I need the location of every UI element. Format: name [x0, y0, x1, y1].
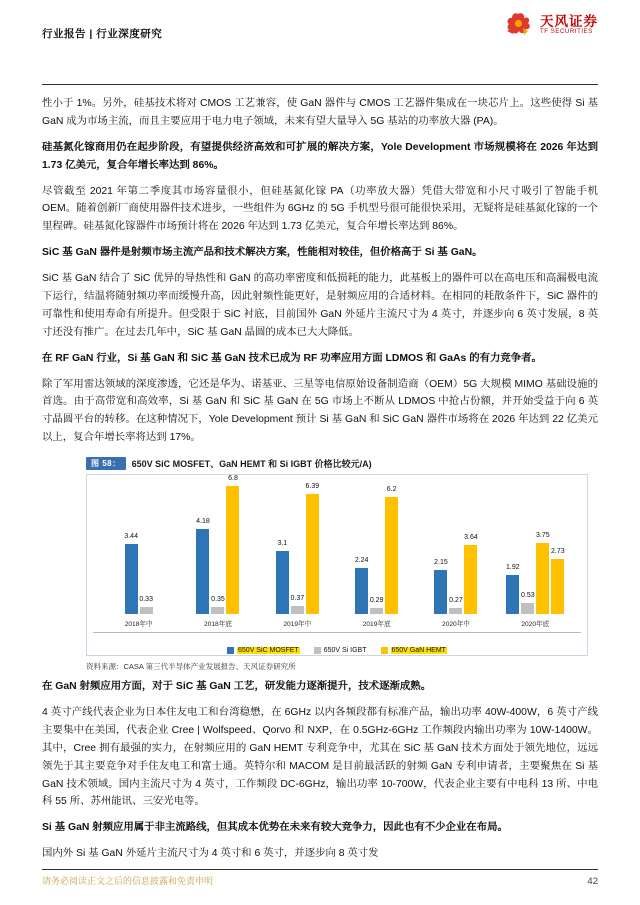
bar-value: 3.1: [277, 540, 288, 548]
flower-logo-icon: [504, 12, 534, 38]
x-tick-label: 2019年底: [362, 621, 391, 629]
bar-value: 6.8: [228, 475, 238, 483]
bar-value: 0.27: [449, 597, 463, 605]
paragraph: 国内外 Si 基 GaN 外延片主流尺寸为 4 英寸和 6 英寸，并逐步向 8 英寸发: [42, 848, 379, 860]
paragraph: 在 GaN 射频应用方面，对于 SiC 基 GaN 工艺，研发能力逐渐提升，技术逐渐成熟。: [42, 681, 432, 693]
bar-igbt: [290, 595, 305, 614]
bar-value: 4.18: [196, 518, 210, 526]
legend-swatch-icon: [314, 647, 321, 654]
bar-value: 0.37: [290, 595, 305, 603]
x-tick-label: 2018年底: [204, 621, 232, 629]
bar-value: 3.44: [124, 533, 138, 541]
legend-swatch-icon: [227, 647, 234, 654]
bar-value: 2.15: [434, 559, 448, 567]
legend-label: 650V GaN HEMT: [391, 647, 446, 655]
paragraph: 在 RF GaN 行业，Si 基 GaN 和 SiC 基 GaN 技术已成为 RF 功率应用方面 LDMOS 和 GaAs 的有力竞争者。: [42, 352, 542, 364]
bar-value: 6.2: [386, 486, 397, 494]
bar-group: [337, 483, 416, 629]
brand-name-cn: 天风证券: [540, 13, 598, 29]
page-number: 42: [587, 876, 598, 887]
chart-legend: [93, 647, 581, 654]
paragraph: 4 英寸产线代表企业为日本住友电工和台湾稳懋，在 6GHz 以内各频段都有标准产品，输出功率 40W-400W，6 英寸产线主要集中在美国，代表企业 Cree | Wolfspeed、Qorvo 和 NXP，在 0.5GHz-6GHz 工作频段内输出功率为 10W-1400W。其中，Cree 拥有最强的实力，在射频应用的 GaN HEMT 专利竞争中，尤其在 SiC 基 GaN 技术方面处于领先地位，远远领先于其主要竞争对手住友电工和富士通。英特尔和 MACOM 是目前最活跃的射频 GaN 专利申请者，主要聚焦在 Si 基 GaN 技术领域。国内主流尺寸为 4 英寸，工作频段 DC-6GHz，输出功率 10-700W，代表企业主要有中电科 13 所、中电科 55 所、苏州能讯、三安光电等。: [42, 707, 598, 808]
bar-hemt-secondary: [550, 548, 565, 614]
bar-group: [178, 475, 257, 629]
bar-group: [416, 483, 495, 629]
footer-divider: [42, 869, 598, 870]
bar-mosfet: [196, 518, 210, 614]
chart-plot-area: [93, 475, 581, 633]
bar-mosfet: [276, 540, 289, 614]
paragraph: SiC 基 GaN 器件是射频市场主流产品和技术解决方案，性能相对较佳，但价格高于 Si 基 GaN。: [42, 247, 483, 259]
legend-item-mosfet: [227, 647, 300, 654]
page-header: [42, 0, 598, 82]
paragraph: 硅基氮化镓商用仍在起步阶段，有望提供经济高效和可扩展的解决方案，Yole Development 市场规模将在 2026 年达到 1.73 亿美元，复合年增长率达到 86%。: [42, 141, 598, 171]
bar-value: 6.39: [305, 483, 320, 491]
bar-chart: [86, 474, 588, 656]
bar-value: 2.24: [354, 557, 369, 565]
x-tick-label: 2018年中: [124, 621, 153, 629]
legend-swatch-icon: [381, 647, 388, 654]
bar-group: [99, 483, 178, 629]
paragraph: 性小于 1%。另外，硅基技术将对 CMOS 工艺兼容，使 GaN 器件与 CMOS 工艺器件集成在一块芯片上。这些使得 Si 基 GaN 成为市场主流，而且主要应用于电力电子领域，未来有望大量导入 5G 基站的功率放大器 (PA)。: [42, 98, 598, 127]
bar-mosfet: [505, 564, 520, 614]
brand-block: [504, 12, 598, 38]
bar-igbt: [369, 597, 384, 614]
paragraph: SiC 基 GaN 结合了 SiC 优异的导热性和 GaN 的高功率密度和低损耗的能力，此基板上的器件可以在高电压和高漏极电流下运行，结温将随射频功率而缓慢升高，因此射频性能更好，是射频应用的合适材料。在相同的耗散条件下，SiC 器件的可靠性和使用寿命有所提升。但受限于 SiC 衬底，目前国外 GaN 外延片主流尺寸为 4 英寸，并逐步向 6 英寸发展，8 英寸还没有推广。在过去几年中，SiC 基 GaN 晶圆的成本已大大降低。: [42, 273, 598, 338]
bar-hemt: [464, 534, 478, 614]
bar-hemt: [535, 532, 550, 614]
bar-value: 3.64: [464, 534, 478, 542]
page-content: [42, 85, 598, 863]
bar-igbt: [449, 597, 463, 614]
bar-mosfet: [434, 559, 448, 614]
bar-value: 1.92: [505, 564, 520, 572]
x-tick-label: 2020年底: [521, 621, 550, 629]
brand-name-en: TF SECURITIES: [540, 28, 593, 35]
legend-label: 650V Si IGBT: [323, 647, 367, 655]
bar-value: 0.33: [139, 596, 153, 604]
bar-group: [496, 483, 575, 629]
paragraph: 尽管截至 2021 年第二季度其市场容量很小，但硅基氮化镓 PA（功率放大器）凭借大带宽和小尺寸吸引了智能手机 OEM。随着创新厂商使用器件技术进步，一些组件为 6GHz 的 5G 手机型号很可能很快采用，无疑将是硅基氮化镓的一个里程碑。硅基氮化镓器件市场预计将在 2026 年达到 1.73 亿美元，复合年增长率达到 86%。: [42, 185, 598, 233]
bar-value: 3.75: [535, 532, 550, 540]
bar-igbt: [520, 592, 535, 614]
bar-value: 0.35: [211, 596, 225, 604]
bar-value: 0.53: [520, 592, 535, 600]
legend-item-hemt: [381, 647, 447, 654]
bar-value: 0.29: [369, 597, 384, 605]
figure-source: 资料来源：CASA 第三代半导体产业发展报告、天风证券研究所: [86, 662, 296, 672]
page-footer: [42, 869, 598, 887]
bar-mosfet: [354, 557, 369, 614]
footer-disclaimer: 请务必阅读正文之后的信息披露和免责申明: [42, 876, 214, 886]
paragraph: 除了军用雷达领域的深度渗透，它还是华为、诺基亚、三星等电信原始设备制造商（OEM）5G 大规模 MIMO 基础设施的首选。由于高带宽和高效率，Si 基 GaN 和 SiC 基 GaN 在 5G 市场上不断从 LDMOS 中抢占份额，并开始受益于向 6 英寸晶圆平台的转移。在这种情况下，Yole Development 预计 Si 基 GaN 和 SiC GaN 器件市场将在 2026 年达到 22 亿美元以上，复合年增长率将达到 17%。: [42, 378, 598, 444]
figure-number: 图 58：: [86, 457, 126, 470]
bar-mosfet: [124, 533, 138, 614]
figure-title: 650V SiC MOSFET、GaN HEMT 和 Si IGBT 价格比较元/A): [131, 459, 372, 470]
legend-item-igbt: [314, 647, 367, 654]
bar-group: [258, 483, 337, 629]
x-tick-label: 2019年中: [283, 621, 312, 629]
bar-igbt: [211, 596, 225, 614]
bar-value: 2.73: [550, 548, 565, 556]
figure-block: [42, 457, 598, 672]
x-tick-label: 2020年中: [442, 621, 470, 629]
brand-text: [540, 15, 598, 35]
bar-hemt: [305, 483, 320, 614]
bar-hemt: [385, 486, 398, 614]
paragraph: Si 基 GaN 射频应用属于非主流路线，但其成本优势在未来有较大竞争力，因此也有不少企业在布局。: [42, 822, 508, 834]
legend-label: 650V SiC MOSFET: [238, 647, 299, 655]
figure-caption: [86, 457, 588, 470]
bar-hemt: [226, 475, 239, 614]
bar-igbt: [139, 596, 153, 614]
breadcrumb: 行业报告 | 行业深度研究: [42, 28, 163, 40]
